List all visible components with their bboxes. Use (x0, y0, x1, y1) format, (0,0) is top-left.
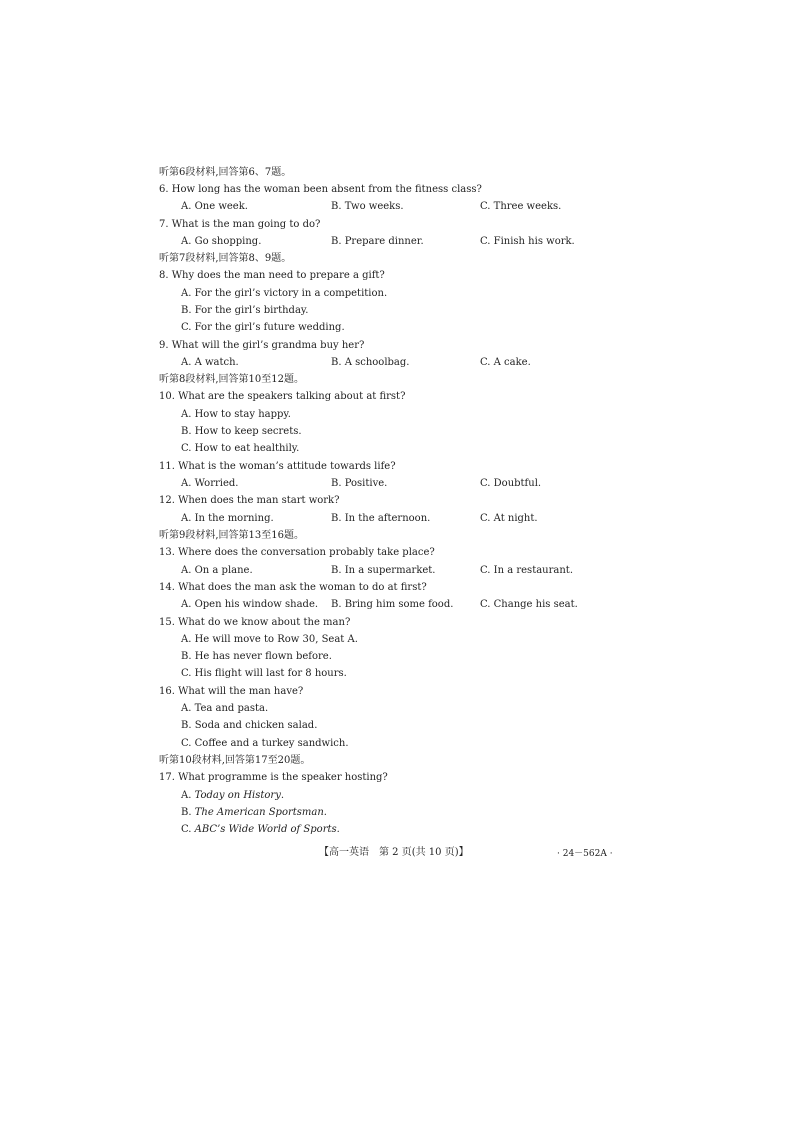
page-footer-code: · 24－562A · (557, 849, 613, 859)
question-14-option-b: B. Bring him some food. (331, 599, 454, 610)
question-17-option-c (181, 824, 340, 836)
question-6: 6. How long has the woman been absent from the fitness class? (159, 184, 482, 195)
question-6-option-a: A. One week. (181, 201, 248, 212)
question-17-option-a (181, 790, 284, 802)
option-prefix: C. (181, 824, 195, 835)
question-7-option-b: B. Prepare dinner. (331, 236, 424, 247)
question-14-option-c: C. Change his seat. (480, 599, 578, 610)
question-10: 10. What are the speakers talking about at first? (159, 391, 406, 402)
question-12-option-a: A. In the morning. (181, 513, 274, 524)
section-6-header: 听第6段材料,回答第6、7题。 (159, 167, 292, 178)
option-prefix: B. (181, 807, 195, 818)
question-13: 13. Where does the conversation probably take place? (159, 547, 435, 558)
question-6-option-c: C. Three weeks. (480, 201, 562, 212)
question-12-option-c: C. At night. (480, 513, 538, 524)
question-13-option-b: B. In a supermarket. (331, 565, 436, 576)
question-10-option-b: B. How to keep secrets. (181, 426, 302, 437)
question-7-option-c: C. Finish his work. (480, 236, 575, 247)
programme-title: Today on History (194, 790, 281, 801)
section-9-header: 听第9段材料,回答第13至16题。 (159, 530, 304, 541)
question-17: 17. What programme is the speaker hosting? (159, 772, 388, 783)
question-14-option-a: A. Open his window shade. (181, 599, 319, 610)
question-10-option-c: C. How to eat healthily. (181, 443, 300, 454)
question-9-option-c: C. A cake. (480, 357, 531, 368)
question-7: 7. What is the man going to do? (159, 219, 321, 230)
question-13-option-c: C. In a restaurant. (480, 565, 573, 576)
question-12: 12. When does the man start work? (159, 495, 340, 506)
section-7-header: 听第7段材料,回答第8、9题。 (159, 253, 292, 264)
option-prefix: A. (181, 790, 195, 801)
question-10-option-a: A. How to stay happy. (181, 409, 291, 420)
page-footer-title: 【高一英语 第 2 页(共 10 页)】 (319, 847, 469, 858)
question-17-option-b (181, 807, 327, 819)
question-14: 14. What does the man ask the woman to do at first? (159, 582, 427, 593)
question-6-option-b: B. Two weeks. (331, 201, 404, 212)
option-suffix: . (323, 807, 327, 818)
programme-title: ABC’s Wide World of Sports (194, 824, 337, 835)
question-11-option-a: A. Worried. (181, 478, 239, 489)
question-11-option-b: B. Positive. (331, 478, 388, 489)
question-9: 9. What will the girl’s grandma buy her? (159, 340, 365, 351)
question-16-option-b: B. Soda and chicken salad. (181, 720, 318, 731)
question-9-option-a: A. A watch. (181, 357, 239, 368)
question-16-option-c: C. Coffee and a turkey sandwich. (181, 738, 349, 749)
option-suffix: . (280, 790, 285, 801)
question-15-option-b: B. He has never flown before. (181, 651, 332, 662)
question-15-option-c: C. His flight will last for 8 hours. (181, 668, 347, 679)
question-8-option-a: A. For the girl’s victory in a competition. (181, 288, 388, 299)
question-16-option-a: A. Tea and pasta. (181, 703, 269, 714)
section-8-header: 听第8段材料,回答第10至12题。 (159, 374, 304, 385)
question-8-option-b: B. For the girl’s birthday. (181, 305, 309, 316)
programme-title: The American Sportsman (194, 807, 324, 818)
question-12-option-b: B. In the afternoon. (331, 513, 431, 524)
question-13-option-a: A. On a plane. (181, 565, 253, 576)
option-suffix: . (336, 824, 340, 835)
question-16: 16. What will the man have? (159, 686, 304, 697)
question-9-option-b: B. A schoolbag. (331, 357, 410, 368)
question-8: 8. Why does the man need to prepare a gift? (159, 270, 385, 281)
section-10-header: 听第10段材料,回答第17至20题。 (159, 755, 311, 766)
question-11: 11. What is the woman’s attitude towards life? (159, 461, 396, 472)
question-7-option-a: A. Go shopping. (181, 236, 262, 247)
question-11-option-c: C. Doubtful. (480, 478, 542, 489)
question-15-option-a: A. He will move to Row 30, Seat A. (181, 634, 358, 645)
question-8-option-c: C. For the girl’s future wedding. (181, 322, 345, 333)
question-15: 15. What do we know about the man? (159, 617, 351, 628)
